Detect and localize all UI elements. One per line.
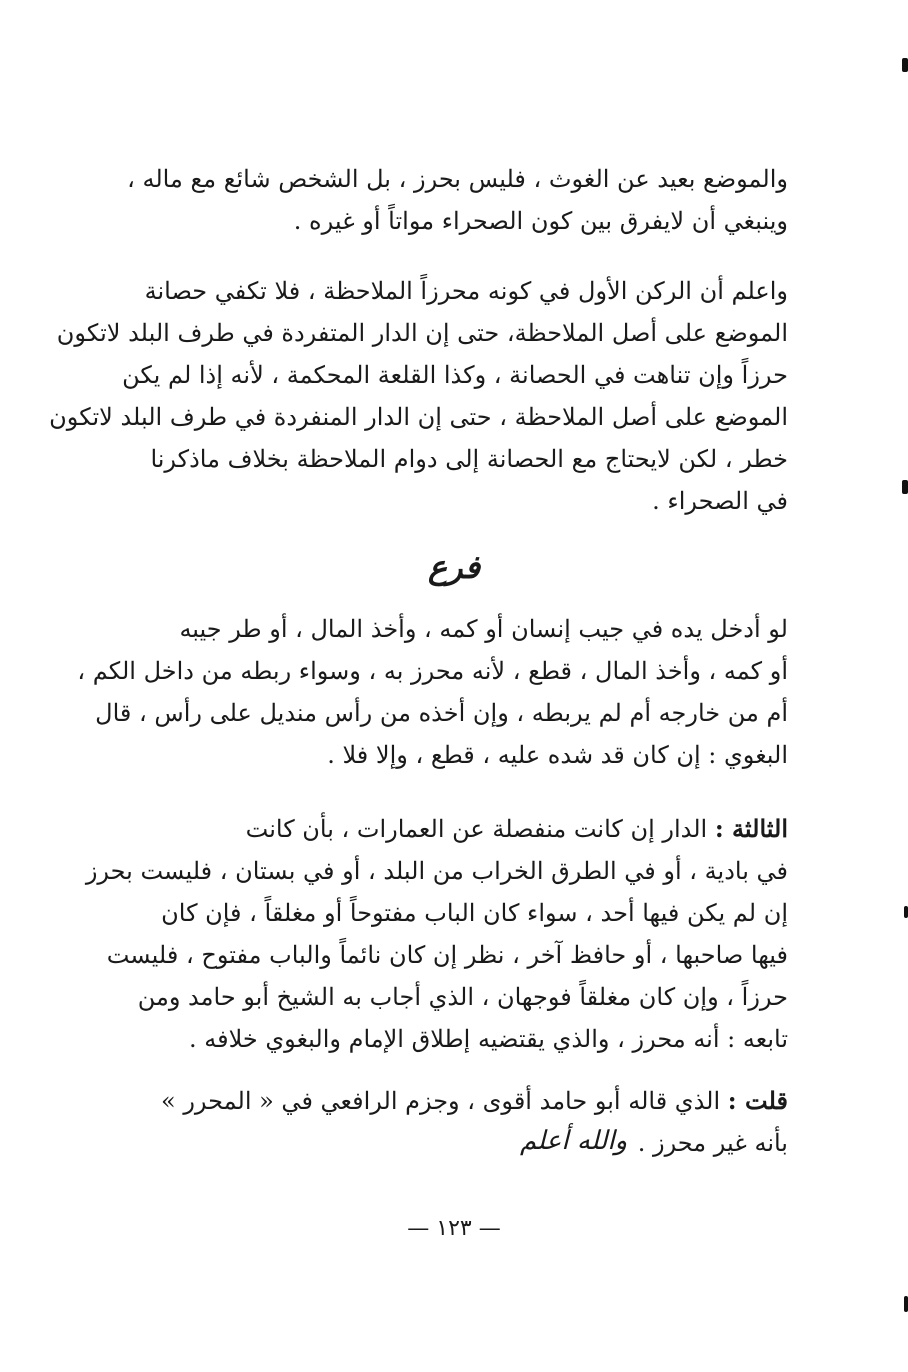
text-line: أو كمه ، وأخذ المال ، قطع ، لأنه محرز به ، وسواء ربطه من داخل الكم ، [77,657,788,685]
text-line: في الصحراء . [652,487,788,515]
text-line: البغوي : إن كان قد شده عليه ، قطع ، وإلا فلا . [327,741,788,769]
signoff-text: والله أعلم [520,1126,628,1156]
scan-edge-mark [904,906,908,918]
text-line: بأنه غير محرز . [637,1129,788,1157]
text-line: حرزاً ، وإن كان مغلقاً فوجهان ، الذي أجاب به الشيخ أبو حامد ومن [137,983,788,1011]
text-line: تابعه : أنه محرز ، والذي يقتضيه إطلاق الإمام والبغوي خلافه . [189,1025,788,1053]
paragraph-2 [49,270,788,522]
scan-edge-mark [902,480,908,494]
scan-edge-mark [902,58,908,72]
term-label: قلت : [727,1086,788,1115]
text-line: أم من خارجه أم لم يربطه ، وإن أخذه من رأس منديل على رأس ، قال [95,699,788,727]
text-line: والموضع بعيد عن الغوث ، فليس بحرز ، بل الشخص شائع مع ماله ، [127,165,788,193]
paragraph-4 [85,808,788,1060]
text-line: وينبغي أن لايفرق بين كون الصحراء مواتاً أو غيره . [293,207,788,235]
text-line: خطر ، لكن لايحتاج مع الحصانة إلى دوام الملاحظة بخلاف ماذكرنا [150,445,788,473]
text-line: واعلم أن الركن الأول في كونه محرزاً الملاحظة ، فلا تكفي حصانة [144,277,788,305]
scan-edge-mark [904,1296,908,1312]
paragraph-1 [100,158,788,242]
section-heading: فرع [427,548,481,586]
text-line: الموضع على أصل الملاحظة، حتى إن الدار المتفردة في طرف البلد لاتكون [56,319,788,347]
text-line: إن لم يكن فيها أحد ، سواء كان الباب مفتوحاً أو مغلقاً ، فإن كان [161,899,788,927]
term-label: الثالثة : [714,814,788,843]
page-number: — ١٢٣ — [407,1216,501,1241]
paragraph-3 [77,608,788,776]
paragraph-5 [100,1080,788,1164]
text-line [100,808,788,850]
text-fragment: الدار إن كانت منفصلة عن العمارات ، بأن كانت [245,815,715,843]
text-line: لو أدخل يده في جيب إنسان أو كمه ، وأخذ المال ، أو طر جيبه [179,615,788,643]
text-line: في بادية ، أو في الطرق الخراب من البلد ، أو في بستان ، فليست بحرز [85,857,788,885]
text-line: فيها صاحبها ، أو حافظ آخر ، نظر إن كان نائماً والباب مفتوح ، فليست [106,941,788,969]
text-line: حرزاً وإن تناهت في الحصانة ، وكذا القلعة المحكمة ، لأنه إذا لم يكن [122,361,788,389]
text-fragment: الذي قاله أبو حامد أقوى ، وجزم الرافعي في « المحرر » [161,1087,728,1115]
text-line [100,1080,788,1122]
text-line: الموضع على أصل الملاحظة ، حتى إن الدار المنفردة في طرف البلد لاتكون [49,403,788,431]
